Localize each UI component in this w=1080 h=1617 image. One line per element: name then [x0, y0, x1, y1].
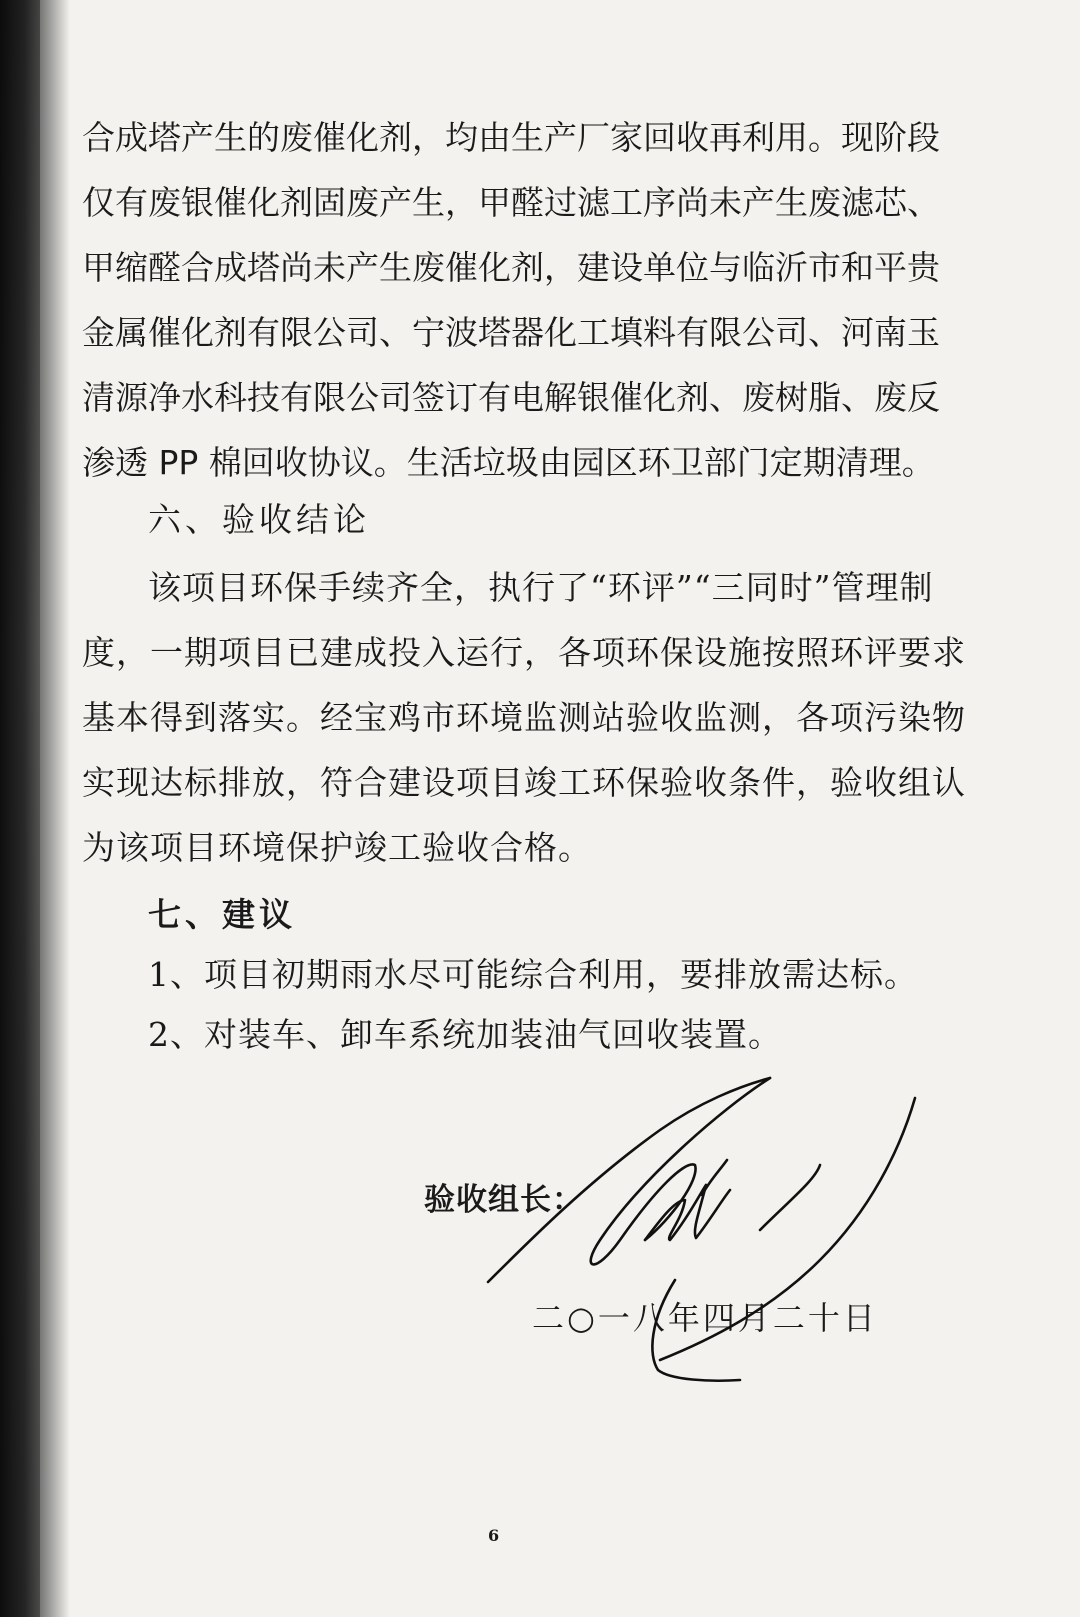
list-item: 1、项目初期雨水尽可能综合利用，要排放需达标。	[148, 955, 918, 994]
text-line: 合成塔产生的废催化剂，均由生产厂家回收再利用。现阶段	[82, 118, 940, 157]
scan-edge-shading	[0, 0, 40, 1617]
handwritten-signature	[470, 1070, 950, 1400]
text-line: 金属催化剂有限公司、宁波塔器化工填料有限公司、河南玉	[82, 313, 940, 352]
group-leader-label: 验收组长：	[424, 1182, 584, 1218]
section-heading: 六、验收结论	[148, 500, 370, 539]
paragraph-line: 该项目环保手续齐全，执行了“环评”“三同时”管理制	[148, 568, 934, 607]
text-line: 清源净水科技有限公司签订有电解银催化剂、废树脂、废反	[82, 378, 940, 417]
paragraph-line: 实现达标排放，符合建设项目竣工环保验收条件，验收组认	[82, 763, 966, 802]
signature-date: 二○一八年四月二十日	[532, 1299, 878, 1337]
paragraph-line: 基本得到落实。经宝鸡市环境监测站验收监测，各项污染物	[82, 698, 966, 737]
scan-edge-shadow	[0, 0, 70, 1617]
paragraph-line: 为该项目环境保护竣工验收合格。	[82, 828, 592, 867]
paragraph-line: 度，一期项目已建成投入运行，各项环保设施按照环评要求	[82, 633, 966, 672]
page-number: 6	[488, 1526, 500, 1545]
text-line: 渗透 PP 棉回收协议。生活垃圾由园区环卫部门定期清理。	[82, 443, 935, 482]
section-heading: 七、建议	[148, 895, 296, 934]
list-item: 2、对装车、卸车系统加装油气回收装置。	[148, 1015, 782, 1054]
text-line: 甲缩醛合成塔尚未产生废催化剂，建设单位与临沂市和平贵	[82, 248, 940, 287]
text-line: 仅有废银催化剂固废产生，甲醛过滤工序尚未产生废滤芯、	[82, 183, 940, 222]
